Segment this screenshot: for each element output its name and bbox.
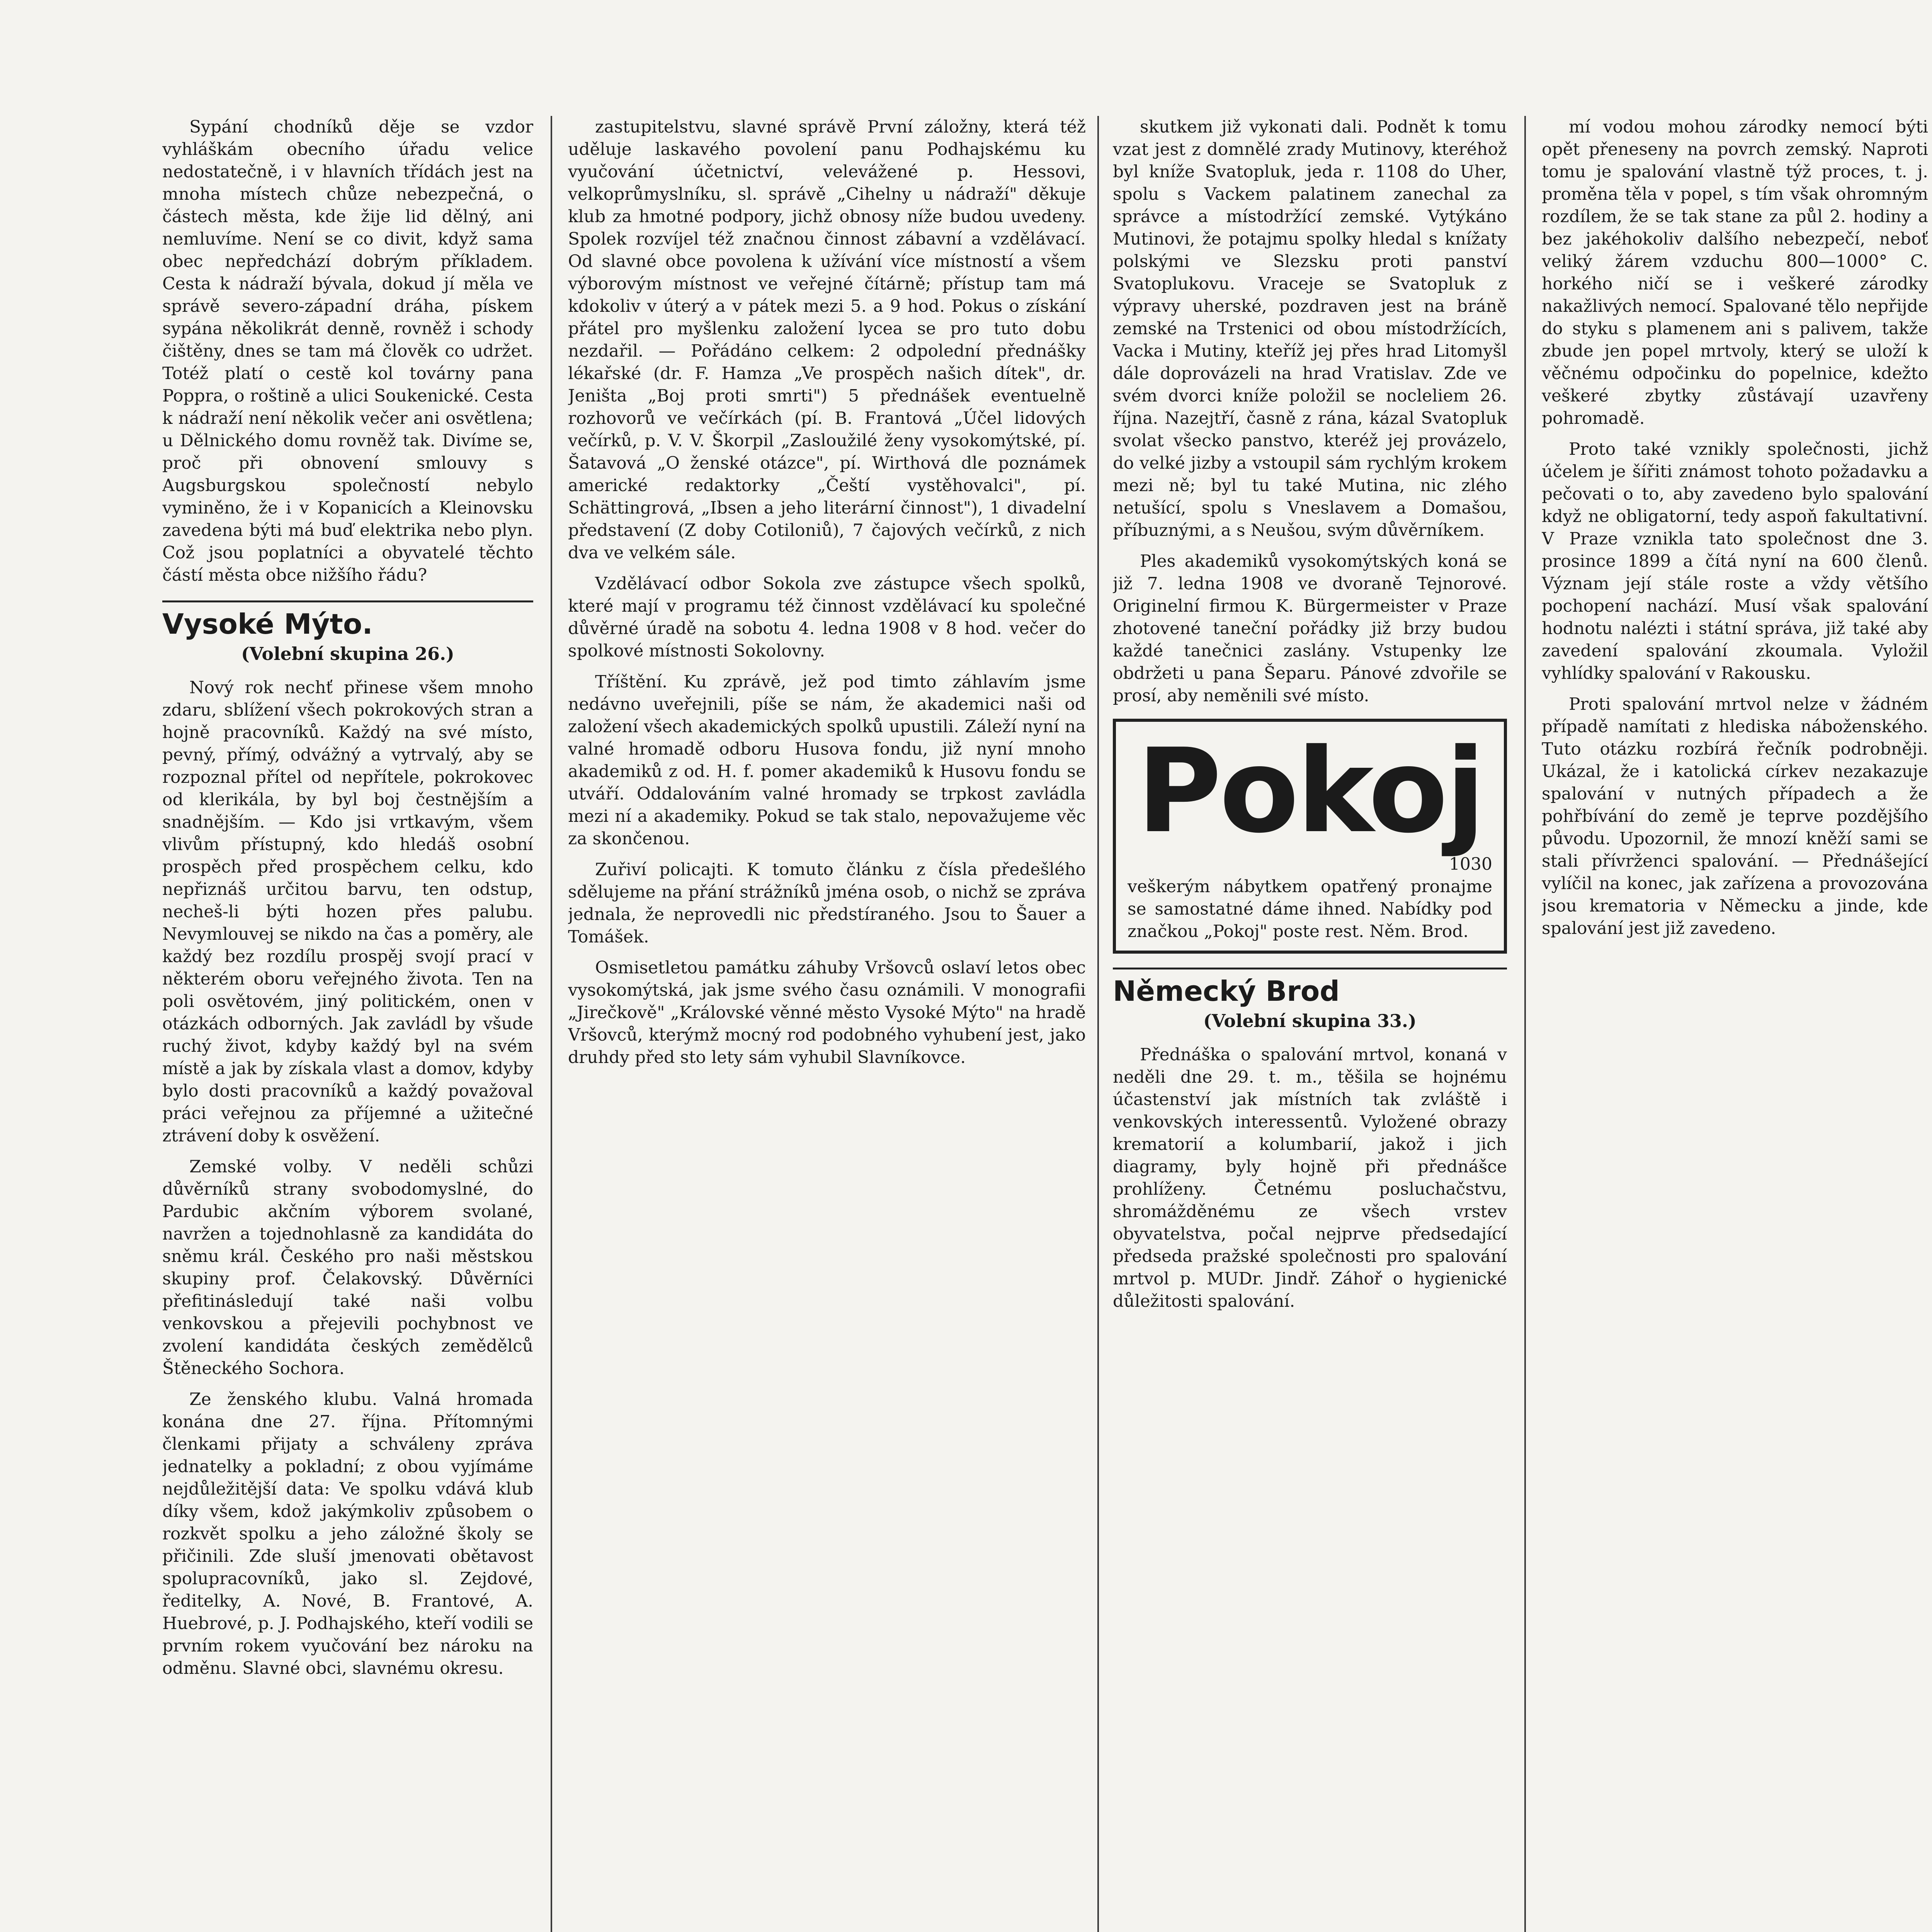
section-subheading: (Volební skupina 33.) — [1203, 1010, 1417, 1031]
column-4 — [1542, 116, 1928, 1932]
column-rule — [1097, 116, 1099, 1932]
ad-title: Pokoj — [1136, 724, 1483, 859]
article-paragraph: Zemské volby. V neděli schůzi důvěrníků strany svobodomyslné, do Pardubic akčním výborem svolané, navržen a tojednohlasně za kandidáta do sněmu král. Českého pro naši městskou skupiny prof. Čelakovský. Důvěrníci přefitinásledují také naši volbu venkovskou a přejevili pochybnost ve zvolení kandidáta českých zemědělců Štěneckého Sochora. — [162, 1157, 533, 1378]
ad-text: veškerým nábytkem opatřený pronajme se samostatné dáme ihned. Nabídky pod značkou „Pokoj" poste rest. Něm. Brod. — [1128, 877, 1492, 941]
article-paragraph: Osmisetletou památku záhuby Vršovců oslaví letos obec vysokomýtská, jak jsme svého času oznámili. V monografii „Jirečkově" „Královské věnné město Vysoké Mýto" na hradě Vršovců, kterýmž mocný rod podobného vyhubení jest, jako druhdy před sto lety sám vyhubil Slavníkovce. — [568, 958, 1086, 1067]
article-paragraph: zastupitelstvu, slavné správě První záložny, která též uděluje laskavého povolení panu Podhajskému ku vyučování účetnictví, velevážené p. Hessovi, velkoprůmyslníku, sl. správě „Cihelny u nádraží" děkuje klub za hmotné podpory, jichž obnosy níže budou uvedeny. Spolek rozvíjel též značnou činnost zábavní a vzdělávací. Od slavné obce povolena k užívání více místností a všem výborovým místnost ve veřejné čítárně; přístup tam má kdokoliv v úterý a v pátek mezi 5. a 9 hod. Pokus o získání přátel pro myšlenku založení lycea se pro tuto dobu nezdařil. — Pořádáno celkem: 2 odpolední přednášky lékařské (dr. F. Hamza „Ve prospěch našich dítek", dr. Jeništa „Boj proti smrti") 5 přednášek eventuelně rozhovorů ve večírkách (pí. B. Frantová „Účel lidových večírků, p. V. V. Škorpil „Zasloužilé ženy vysokomýtské, pí. Šatavová „O ženské otázce", pí. Wirthová dle poznámek americké redaktorky „Čeští vystěhovalci", pí. Schättingrová, „Ibsen a jeho literární činnost"), 1 divadelní představení (Z doby Cotiloniů), 7 čajových večírků, z nich dva ve velkém sále. — [568, 117, 1086, 563]
ad-number: 1030 — [1449, 854, 1492, 874]
article-paragraph: Ples akademiků vysokomýtských koná se již 7. ledna 1908 ve dvoraně Tejnorové. Originelní firmou K. Bürgermeister v Praze zhotovené taneční pořádky již brzy budou každé tanečnici zaslány. Vstupenky lze obdržeti u pana Šeparu. Pánové zdvořile se prosí, aby neměnili své místo. — [1113, 551, 1507, 706]
column-rule — [1524, 116, 1526, 1932]
column-1 — [162, 116, 533, 1932]
article-paragraph: Nový rok nechť přinese všem mnoho zdaru, sblížení všech pokrokových stran a hojně pracovníků. Každý na své místo, pevný, přímý, odvážný a vytrvalý, aby se rozpoznal přítel od nepřítele, pokrokovec od klerikála, by byl boj čestnějším a snadnějším. — Kdo jsi vrtkavým, všem vlivům přístupný, kdo hledáš osobní prospěch před prospěchem celku, kdo nepřiznáš určitou barvu, ten odstup, necheš-li býti hozen přes palubu. Nevymlouvej se nikdo na čas a poměry, ale každý bez rozdílu prospěj svojí prací v některém oboru veřejného života. Ten na poli osvětovém, jiný politickém, onen v otázkách odborných. Jak zavládl by všude ruchý život, kdyby každý byl na svém místě a jak by získala vlast a domov, kdyby bylo dosti pracovníků a každý považoval práci veřejnou za příjemné a užitečné ztrávení doby k osvěžení. — [162, 678, 533, 1146]
article-paragraph: Zuřiví policajti. K tomuto článku z čísla předešlého sdělujeme na přání strážníků jména osob, o nichž se zpráva jednala, že neprovedli nic předstíraného. Jsou to Šauer a Tomášek. — [568, 860, 1086, 947]
article-paragraph: Proti spalování mrtvol nelze v žádném případě namítati z hlediska náboženského. Tuto otázku rozbírá řečník podrobněji. Ukázal, že i katolická církev nezakazuje spalování v nutných případech a že pohřbívání do země je teprve pozdějšího původu. Upozornil, že mnozí kněží sami se stali přívrženci spalování. — Přednášející vylíčil na konec, jak zařízena a provozována jsou krematoria v Německu a jinde, kde spalování jest již zavedeno. — [1542, 694, 1928, 938]
article-paragraph: Vzdělávací odbor Sokola zve zástupce všech spolků, které mají v programu též činnost vzdělávací ku společné důvěrné úradě na sobotu 4. ledna 1908 v 8 hod. večer do spolkové místnosti Sokolovny. — [568, 574, 1086, 661]
article-paragraph: Tříštění. Ku zprávě, jež pod timto záhlavím jsme nedávno uveřejnili, píše se nám, že akademici naši od založení všech akademických spolků upustili. Záleží nyní na valné hromadě odboru Husova fondu, již nyní mnoho akademiků z od. H. f. pomer akademiků k Husovu fondu se utváří. Oddalováním valné hromady se trpkost zavládla mezi ní a akademiky. Pokud se tak stalo, nepovažujeme věc za skončenou. — [568, 672, 1086, 849]
column-3 — [1113, 116, 1507, 1932]
article-paragraph: mí vodou mohou zárodky nemocí býti opět přeneseny na povrch zemský. Naproti tomu je spalování vlastně týž proces, t. j. proměna těla v popel, s tím však ohromným rozdílem, že se tak stane za půl 2. hodiny a bez jakéhokoliv dalšího nebezpečí, neboť veliký žárem vzduchu 800—1000° C. horkého ničí se i veškeré zárodky nakažlivých nemocí. Spalované tělo nepřijde do styku s plamenem ani s palivem, takže zbude jen popel mrtvoly, který se uloží k věčnému odpočinku do popelnice, kdežto veškeré zbytky zůstávají uzavřeny pohromadě. — [1542, 117, 1928, 428]
article-paragraph: Ze ženského klubu. Valná hromada konána dne 27. října. Přítomnými členkami přijaty a schváleny zpráva jednatelky a pokladní; z obou vyjímáme nejdůležitější data: Ve spolku vdává klub díky všem, kdož jakýmkoliv způsobem o rozkvět spolku a jeho záložné školy se přičinili. Zde sluší jmenovati obětavost spolupracovníků, jako sl. Zejdové, ředitelky, A. Nové, B. Frantové, A. Huebrové, p. J. Podhajského, kteří vodili se prvním rokem vyučování bez nároku na odměnu. Slavné obci, slavnému okresu. — [162, 1389, 533, 1678]
column-2 — [568, 116, 1086, 1932]
section-heading: Německý Brod — [1113, 968, 1507, 1007]
classified-ad — [1113, 719, 1507, 954]
article-paragraph: skutkem již vykonati dali. Podnět k tomu vzat jest z domnělé zrady Mutinovy, kteréhož byl kníže Svatopluk, jeda r. 1108 do Uher, spolu s Vackem palatinem zanechal za správce a místodržící zemské. Vytýkáno Mutinovi, že potajmu spolky hledal s knížaty polskými ve Slezsku proti panství Svatoplukovu. Vraceje se Svatopluk z výpravy uherské, pozdraven jest na bráně zemské na Trstenici od obou místodržících, Vacka i Mutiny, kteříž jej přes hrad Litomyšl dále doprovázeli na hrad Vratislav. Zde ve svém dvorci kníže položil se nocleliem 26. října. Nazejtří, časně z rána, kázal Svatopluk svolat všecko panstvo, kteréž jej provázelo, do velké jizby a vstoupil sám rychlým krokem mezi ně; byl tu také Mutina, nic zlého netušící, spolu s Vneslavem a Domašou, příbuznými, a s Neušou, svým důvěrníkem. — [1113, 117, 1507, 540]
section-subheading: (Volební skupina 26.) — [241, 643, 454, 664]
article-paragraph: Proto také vznikly společnosti, jichž účelem je šířiti známost tohoto požadavku a pečovati o to, aby zavedeno bylo spalování když ne obligatorní, tedy aspoň fakultativní. V Praze vznikla tato společnost dne 3. prosince 1899 a čítá nyní na 600 členů. Význam její stále roste a vždy většího pochopení nachází. Musí však spalování hodnotu nalézti i státní správa, již také aby zavedení spalování zkoumala. Vyložil vyhlídky spalování v Rakousku. — [1542, 439, 1928, 683]
section-heading: Vysoké Mýto. — [162, 600, 533, 640]
article-paragraph: Sypání chodníků děje se vzdor vyhláškám obecního úřadu velice nedostatečně, i v hlavních třídách jest na mnoha místech chůze nebezpečná, o částech města, kde žije lid dělný, ani nemluvíme. Není se co divit, když sama obec nepředchází dobrým příkladem. Cesta k nádraží bývala, dokud jí měla ve správě severo-západní dráha, pískem sypána několikrát denně, rovněž i schody čištěny, dnes se tam má člověk co udržet. Totéž platí o cestě kol továrny pana Poppra, o roštině a ulici Soukenické. Cesta k nádraží není několik večer ani osvětlena; u Dělnického domu rovněž tak. Divíme se, proč při obnovení smlouvy s Augsburgskou společností nebylo vyminěno, že i v Kopanicích a Kleinovsku zavedena býti má buď elektrika nebo plyn. Což jsou poplatníci a obyvatelé těchto částí města obce nižšího řádu? — [162, 117, 533, 585]
article-paragraph: Přednáška o spalování mrtvol, konaná v neděli dne 29. t. m., těšila se hojnému účastenství jak místních tak zvláště i venkovských interessentů. Vyložené obrazy krematorií a kolumbarií, jakož i jich diagramy, byly hojně při přednášce prohlíženy. Četnému posluchačstvu, shromážděnému ze všech vrstev obyvatelstva, počal nejprve předsedající předseda pražské společnosti pro spalování mrtvol p. MUDr. Jindř. Záhoř o hygienické důležitosti spalování. — [1113, 1045, 1507, 1311]
column-rule — [551, 116, 552, 1932]
